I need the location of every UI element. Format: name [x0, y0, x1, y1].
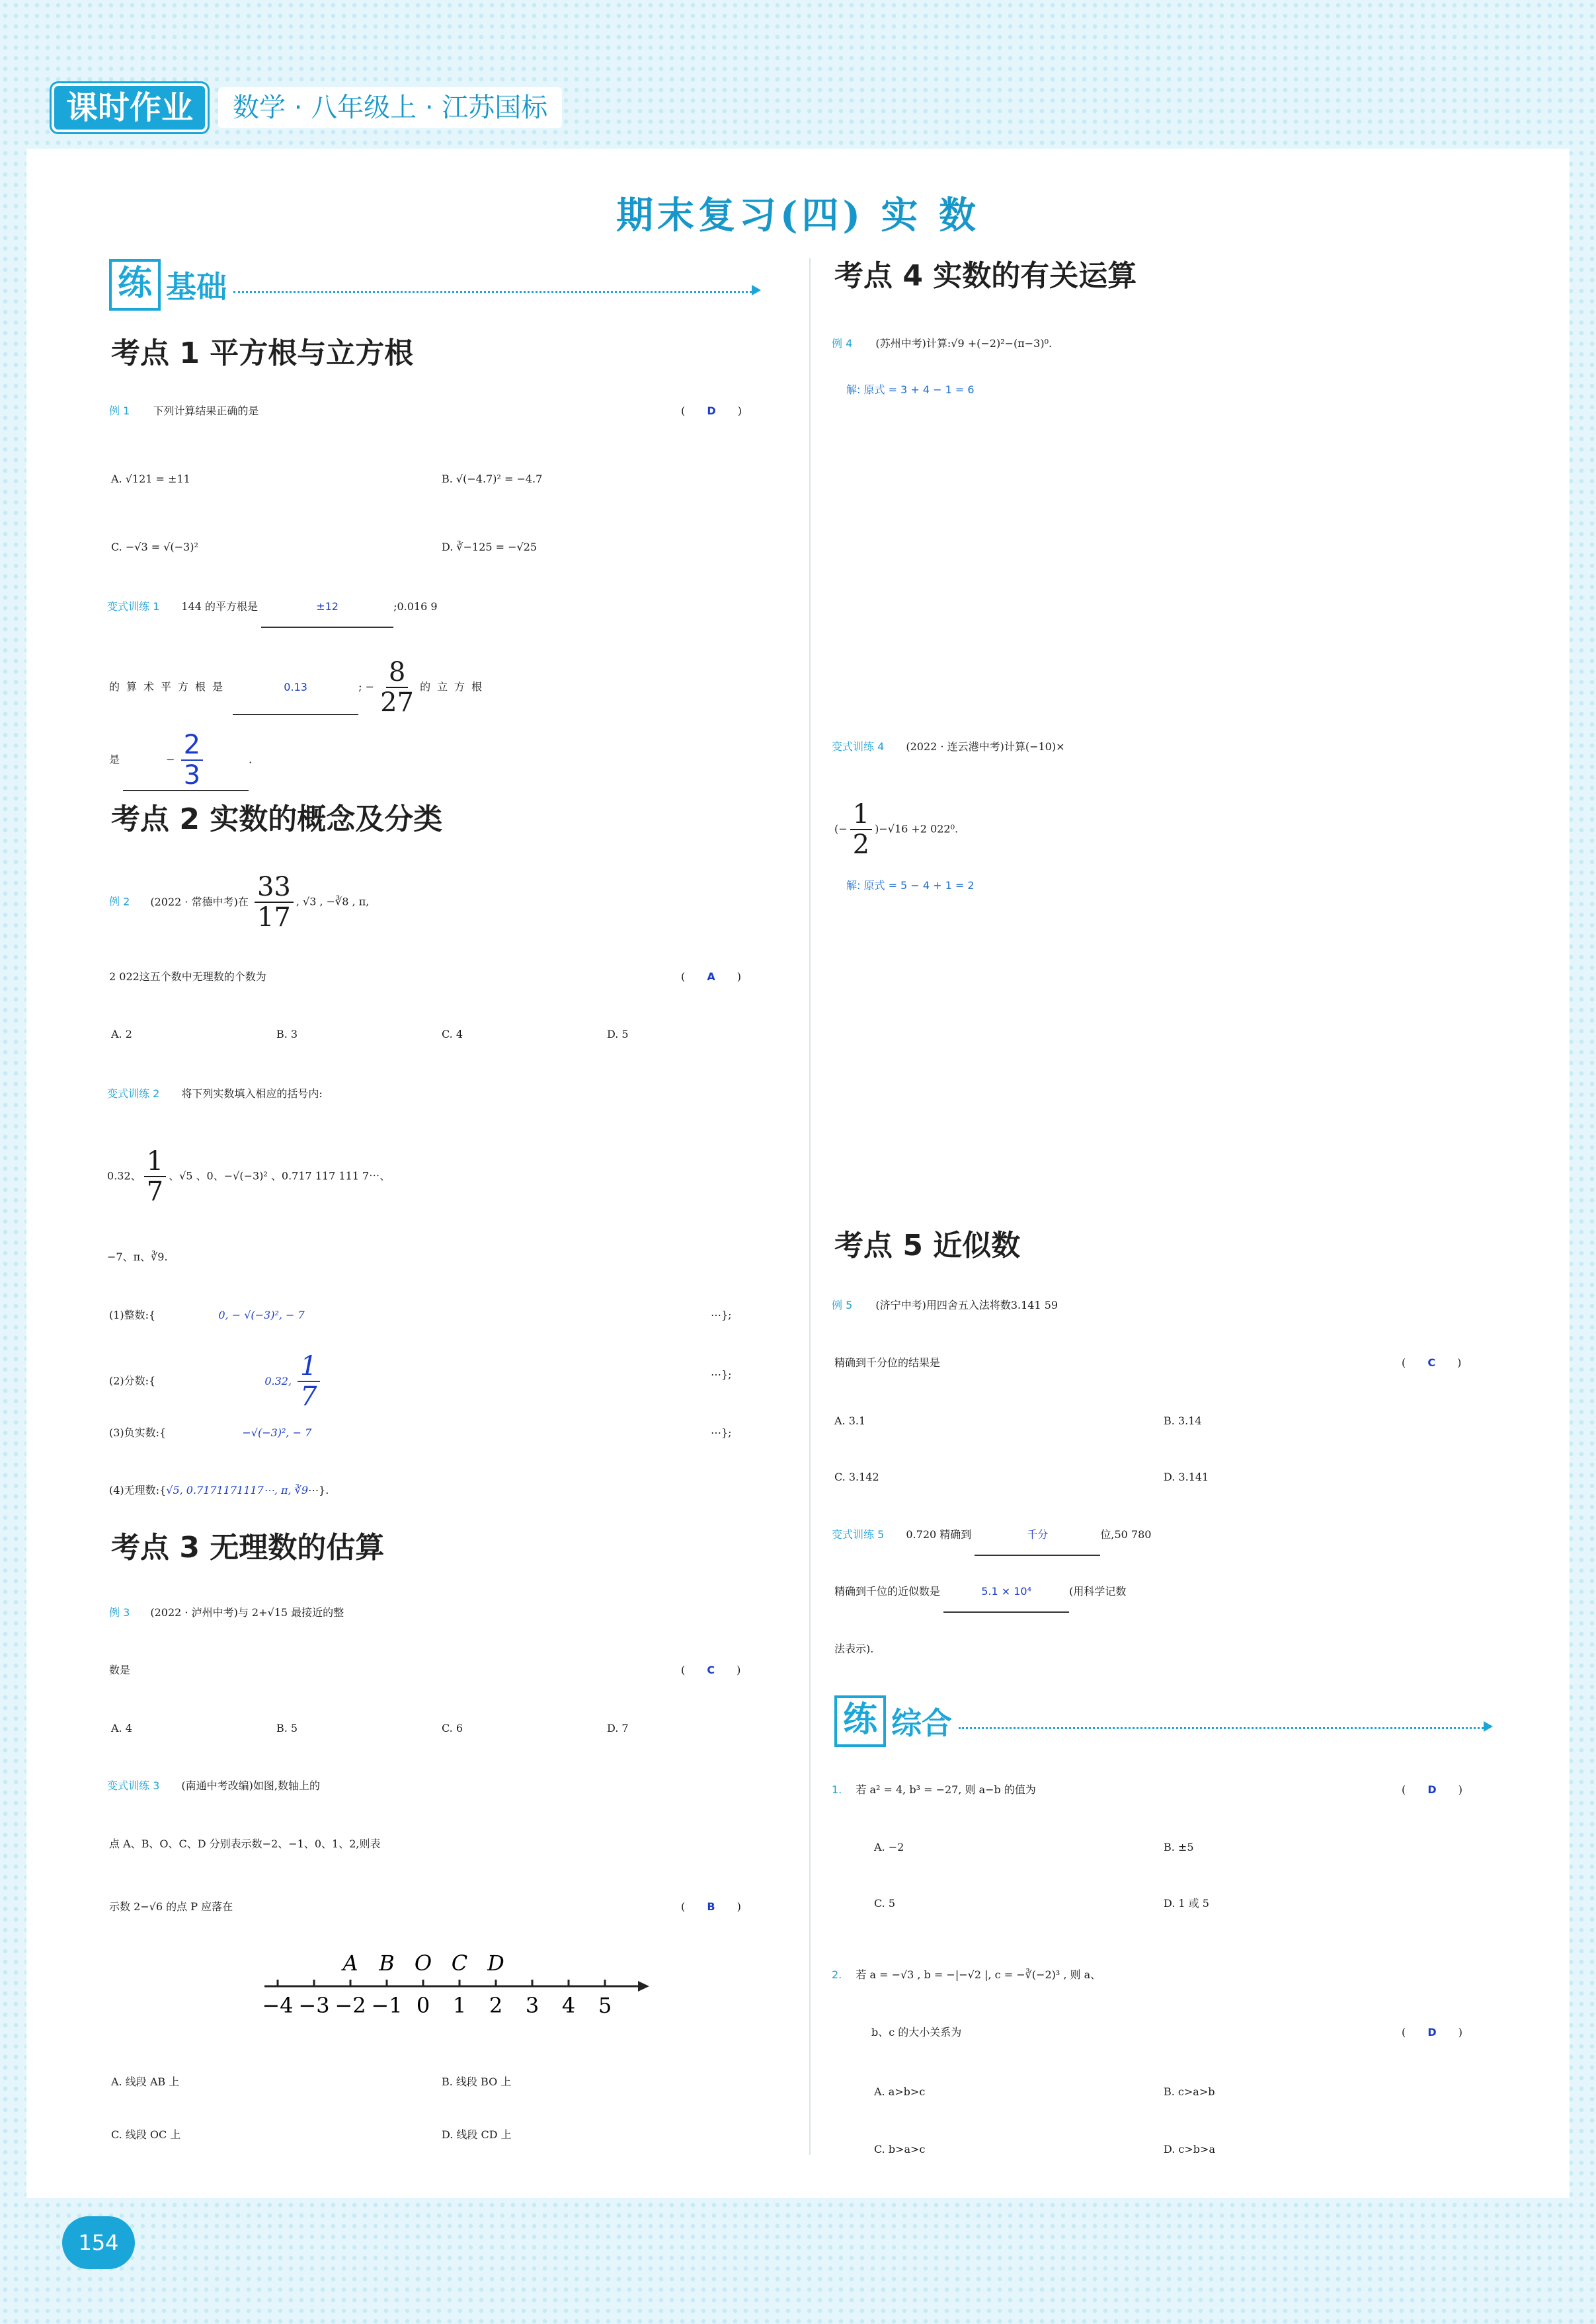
example-5-answer-box: ( C )	[1402, 1356, 1462, 1369]
fraction-numerator: 8	[386, 658, 408, 688]
fraction-1-2	[850, 800, 872, 859]
axis-tick-label: 3	[525, 1993, 539, 2018]
ex3-option-a: A. 4	[111, 1722, 132, 1734]
example-5-text: (济宁中考)用四舍五入法将数3.141 59	[875, 1299, 1058, 1311]
fraction-denominator: 3	[183, 760, 201, 791]
variant-2-line1	[107, 1074, 323, 1114]
question-2-answer-box: ( D )	[1402, 2026, 1462, 2038]
q2-option-c: C. b>a>c	[874, 2143, 926, 2155]
example-1-label: 例 1	[109, 405, 130, 417]
example-4-label: 例 4	[832, 337, 853, 350]
fraction-33-17	[255, 872, 294, 932]
variant-1-answer-1: ±12	[261, 587, 393, 628]
axis-tick-label: −3	[298, 1993, 330, 2018]
practice-icon: 练	[109, 259, 161, 311]
example-3-line1	[109, 1593, 344, 1633]
fraction-8-27	[380, 658, 414, 717]
example-2-line1	[109, 872, 369, 932]
ex5-option-b: B. 3.14	[1164, 1414, 1202, 1427]
dotted-arrow-icon	[233, 291, 756, 293]
fraction-1-7	[298, 1352, 319, 1411]
fraction-numerator: 1	[298, 1352, 319, 1382]
example-5-line1	[832, 1286, 1058, 1325]
variant-2-list-line1	[107, 1147, 390, 1206]
ex3-option-b: B. 5	[276, 1722, 298, 1734]
item-label: (1)整数:{	[109, 1309, 156, 1321]
q1-option-b: B. ±5	[1164, 1841, 1194, 1853]
variant-1-text: 是	[109, 753, 120, 766]
variant-1-line1	[107, 587, 438, 628]
example-2-line2: 2 022这五个数中无理数的个数为	[109, 970, 266, 983]
ex1-option-c: C. −√3 = √(−3)²	[111, 541, 198, 553]
fraction-numerator: 2	[181, 730, 203, 761]
ex2-option-b: B. 3	[276, 1028, 298, 1040]
variant-1-text: 144 的平方根是	[181, 600, 259, 613]
question-1	[832, 1770, 1036, 1810]
dotted-arrow-icon	[959, 1727, 1488, 1729]
variant-5-line1	[832, 1515, 1151, 1556]
ex5-option-c: C. 3.142	[834, 1471, 879, 1483]
variant-5-text: 0.720 精确到	[906, 1528, 972, 1541]
ex5-option-d: D. 3.141	[1164, 1471, 1209, 1483]
variant-4-text: )−√16 +2 022⁰.	[875, 822, 959, 835]
variant-1-label: 变式训练 1	[107, 600, 160, 613]
variant-1-text: ; −	[358, 680, 374, 693]
practice-icon: 练	[834, 1695, 886, 1747]
example-4	[832, 324, 1052, 364]
section-basic-label: 基础	[166, 269, 227, 305]
item-answer: −√(−3)², − 7	[242, 1426, 312, 1439]
example-5-answer: C	[1427, 1356, 1436, 1369]
axis-tick-label: 2	[489, 1993, 503, 2018]
question-1-answer: D	[1427, 1783, 1437, 1796]
q2-option-a: A. a>b>c	[874, 2085, 926, 2098]
fraction-denominator: 27	[380, 687, 414, 718]
example-1-question: 下列计算结果正确的是	[153, 405, 259, 417]
ex2-option-a: A. 2	[111, 1028, 132, 1040]
variant-4-line2	[834, 800, 958, 859]
variant-1-text: 的立方根	[420, 680, 489, 693]
variant-1-text: 的算术平方根是	[109, 680, 230, 693]
variant-4-line1	[832, 727, 1065, 767]
section-comprehensive-header	[834, 1695, 1488, 1747]
axis-point-label: B	[379, 1951, 395, 1976]
axis-tick-label: −1	[371, 1993, 403, 2018]
q1-option-d: D. 1 或 5	[1164, 1897, 1209, 1910]
example-2-text: , √3 , −∛8 , π,	[296, 895, 370, 908]
q1-option-c: C. 5	[874, 1897, 896, 1910]
v3-option-d: D. 线段 CD 上	[442, 2128, 512, 2141]
variant-5-answer-1: 千分	[975, 1515, 1100, 1556]
variant-1-text: ;0.016 9	[393, 600, 438, 613]
example-4-question: (苏州中考)计算:√9 +(−2)²−(π−3)⁰.	[875, 337, 1053, 350]
question-2-number: 2.	[832, 1968, 842, 1981]
variant-5-label: 变式训练 5	[832, 1528, 885, 1541]
variant-4-text: (2022 · 连云港中考)计算(−10)×	[906, 740, 1065, 753]
answer-sign: −	[166, 753, 175, 766]
item-label: (3)负实数:{	[109, 1426, 167, 1439]
v2-item-2	[109, 1352, 323, 1411]
example-2-label: 例 2	[109, 895, 130, 908]
question-1-number: 1.	[832, 1783, 842, 1796]
fraction-numerator: 1	[850, 800, 872, 830]
axis-tick-label: −4	[262, 1993, 294, 2018]
q2-option-d: D. c>b>a	[1164, 2143, 1215, 2155]
book-subtitle: 数学 · 八年级上 · 江苏国标	[218, 87, 562, 128]
question-1-answer-box: ( D )	[1402, 1783, 1462, 1796]
fraction-1-7	[144, 1147, 166, 1206]
v2-item-3	[109, 1413, 311, 1453]
variant-3-answer: B	[707, 1900, 715, 1913]
example-3-label: 例 3	[109, 1606, 130, 1619]
v3-option-b: B. 线段 BO 上	[442, 2075, 512, 2088]
example-3-text: (2022 · 泸州中考)与 2+√15 最接近的整	[150, 1606, 344, 1619]
variant-4-solution: 解: 原式 = 5 − 4 + 1 = 2	[846, 879, 975, 892]
ex1-option-b: B. √(−4.7)² = −4.7	[442, 473, 543, 485]
example-5-label: 例 5	[832, 1299, 853, 1311]
fraction-denominator: 7	[146, 1177, 164, 1207]
axis-tick-label: 1	[452, 1993, 467, 2018]
topic-1-heading: 考点 1 平方根与立方根	[111, 336, 414, 370]
variant-5-text: 精确到千位的近似数是	[834, 1585, 941, 1598]
question-2-line2: b、c 的大小关系为	[871, 2026, 962, 2038]
axis-tick-label: 4	[561, 1993, 576, 2018]
variant-1-text: .	[249, 753, 253, 766]
variant-2-question: 将下列实数填入相应的括号内:	[181, 1087, 323, 1100]
brand-logo: 课时作业	[52, 83, 208, 132]
ex3-option-d: D. 7	[607, 1722, 629, 1734]
ex5-option-a: A. 3.1	[834, 1414, 866, 1427]
example-2-answer: A	[707, 970, 715, 983]
example-5-line2: 精确到千分位的结果是	[834, 1356, 941, 1369]
v2-item-1	[109, 1296, 305, 1335]
variant-3-label: 变式训练 3	[107, 1779, 160, 1792]
page-title: 期末复习(四) 实 数	[616, 194, 980, 237]
fraction-denominator: 2	[852, 830, 870, 860]
fraction-numerator: 1	[144, 1147, 166, 1177]
item-answer: √5, 0.7171171117⋯, π, ∛9	[166, 1484, 309, 1496]
variant-5-answer-2: 5.1 × 10⁴	[943, 1572, 1069, 1613]
v3-option-c: C. 线段 OC 上	[111, 2128, 181, 2141]
example-3-answer: C	[707, 1664, 715, 1676]
ex1-option-a: A. √121 = ±11	[111, 473, 190, 485]
q2-option-b: B. c>a>b	[1164, 2085, 1215, 2098]
ex2-option-d: D. 5	[607, 1028, 629, 1040]
axis-tick-label: 5	[598, 1993, 612, 2018]
topic-4-heading: 考点 4 实数的有关运算	[834, 259, 1137, 293]
column-divider	[809, 258, 811, 2155]
topic-3-heading: 考点 3 无理数的估算	[111, 1531, 385, 1565]
item-answer: 0.32,	[264, 1374, 292, 1387]
variant-5-line2	[834, 1572, 1126, 1613]
variant-1-answer-3	[123, 730, 249, 791]
section-basic-header	[109, 259, 756, 311]
axis-point-label: O	[414, 1951, 432, 1976]
v2-item-3-end: ⋯};	[711, 1426, 732, 1439]
page-number: 154	[62, 2216, 135, 2269]
fraction-2-3	[181, 730, 203, 790]
variant-4-label: 变式训练 4	[832, 740, 885, 753]
topic-2-heading: 考点 2 实数的概念及分类	[111, 802, 443, 836]
variant-3-line3: 示数 2−√6 的点 P 应落在	[109, 1900, 233, 1913]
variant-1-line3	[109, 730, 252, 791]
example-3-line2: 数是	[109, 1664, 131, 1676]
axis-point-label: C	[451, 1951, 468, 1976]
axis-letters	[340, 1951, 504, 1976]
question-2-answer: D	[1427, 2026, 1437, 2038]
fraction-denominator: 7	[300, 1381, 317, 1412]
q1-option-a: A. −2	[874, 1841, 904, 1853]
ex2-option-c: C. 4	[442, 1028, 463, 1040]
example-2-text: (2022 · 常德中考)在	[150, 895, 249, 908]
number-line	[258, 1947, 655, 2026]
variant-4-text: (−	[834, 822, 848, 835]
variant-3-line2: 点 A、B、O、C、D 分别表示数−2、−1、0、1、2,则表	[109, 1838, 381, 1850]
variant-3-text: (南通中考改编)如图,数轴上的	[181, 1779, 320, 1792]
topic-5-heading: 考点 5 近似数	[834, 1229, 1021, 1262]
variant-5-text: (用科学记数	[1069, 1585, 1127, 1598]
example-2-answer-box: ( A )	[681, 970, 742, 983]
example-3-answer-box: ( C )	[681, 1664, 741, 1676]
ex3-option-c: C. 6	[442, 1722, 463, 1734]
example-1-answer: D	[707, 405, 716, 417]
variant-5-text: 位,50 780	[1100, 1528, 1152, 1541]
fraction-denominator: 17	[257, 902, 291, 933]
axis-tick-label: 0	[416, 1993, 430, 2018]
axis-point-label: D	[487, 1951, 504, 1976]
item-label: (2)分数:{	[109, 1374, 156, 1387]
item-end: ⋯}.	[308, 1484, 329, 1496]
variant-5-line3: 法表示).	[834, 1643, 874, 1655]
fraction-numerator: 33	[255, 872, 294, 903]
example-4-solution: 解: 原式 = 3 + 4 − 1 = 6	[846, 383, 975, 396]
item-answer: 0, − √(−3)², − 7	[218, 1309, 305, 1321]
v3-option-a: A. 线段 AB 上	[111, 2075, 180, 2088]
v2-item-2-end: ⋯};	[711, 1368, 732, 1381]
axis-tick-label: −2	[335, 1993, 366, 2018]
variant-3-answer-box: ( B )	[681, 1900, 741, 1913]
question-2-text: 若 a = −√3 , b = −|−√2 |, c = −∛(−2)³ , 则 a、	[856, 1968, 1101, 1981]
example-1-answer-box: ( D )	[681, 405, 742, 417]
question-1-text: 若 a² = 4, b³ = −27, 则 a−b 的值为	[856, 1783, 1036, 1796]
variant-2-text: 、√5 、0、−√(−3)² 、0.717 117 111 7⋯、	[169, 1169, 391, 1182]
v2-item-1-end: ⋯};	[711, 1309, 732, 1321]
variant-1-line2	[109, 658, 489, 717]
item-label: (4)无理数:{	[109, 1484, 167, 1496]
question-2	[832, 1955, 1101, 1995]
axis-point-label: A	[342, 1951, 358, 1976]
v2-item-4	[109, 1471, 329, 1510]
variant-3-line1	[107, 1766, 320, 1806]
variant-1-answer-2: 0.13	[233, 661, 358, 715]
ex1-option-d: D. ∛−125 = −√25	[442, 541, 538, 553]
arrow-head-icon	[638, 1981, 649, 1992]
example-1	[109, 391, 259, 431]
variant-2-text: 0.32、	[107, 1169, 141, 1182]
variant-2-list-line2: −7、π、∛9.	[107, 1251, 168, 1263]
section-comprehensive-label: 综合	[891, 1705, 952, 1741]
variant-2-label: 变式训练 2	[107, 1087, 160, 1100]
